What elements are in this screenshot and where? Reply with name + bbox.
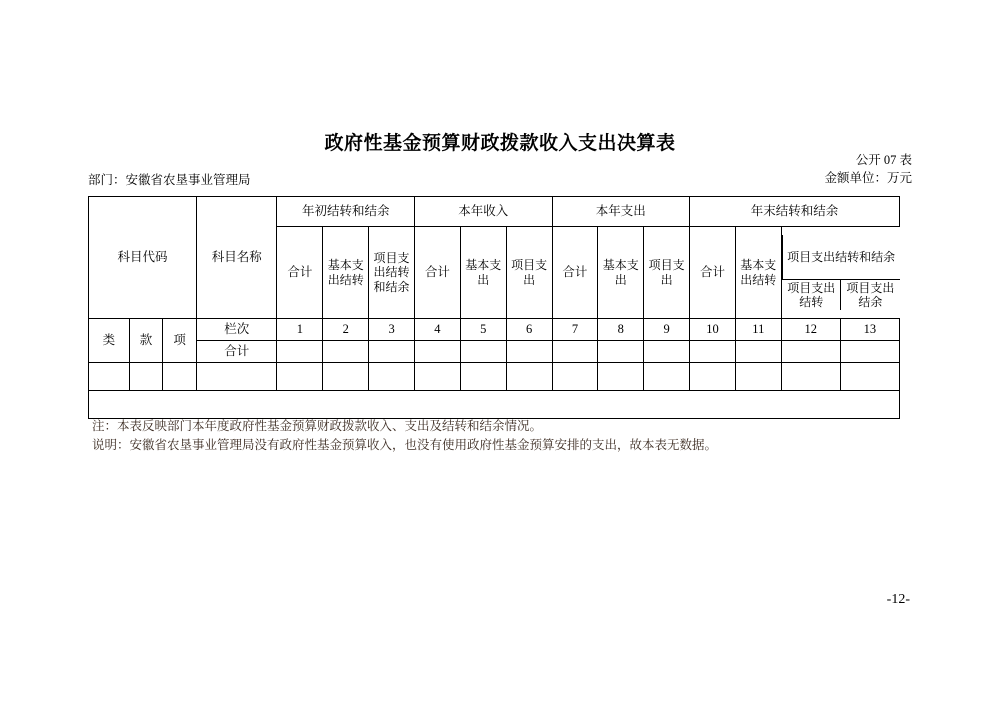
header-year-end: 年末结转和结余 [690,197,900,227]
colnum-1: 1 [277,319,323,341]
total-cell-4 [414,341,460,363]
colnum-5: 5 [460,319,506,341]
total-cell-1 [277,341,323,363]
colnum-12: 12 [781,319,840,341]
blank-cell-15 [735,363,781,391]
colnum-8: 8 [598,319,644,341]
total-cell-9 [644,341,690,363]
colnum-11: 11 [735,319,781,341]
blank-cell-2 [129,363,163,391]
colnum-10: 10 [690,319,736,341]
blank-cell-12 [598,363,644,391]
note-1: 注：本表反映部门本年度政府性基金预算财政拨款收入、支出及结转和结余情况。 [92,419,543,433]
header-year-income: 本年收入 [414,197,552,227]
header-year-expense: 本年支出 [552,197,690,227]
header-end-project-group: 项目支出结转和结余 [782,235,899,279]
blank-cell-7 [369,363,415,391]
colnum-3: 3 [369,319,415,341]
row-label-total: 合计 [196,341,276,363]
header-income-basic: 基本支出 [460,227,506,319]
header-expense-basic: 基本支出 [598,227,644,319]
blank-cell-17 [840,363,899,391]
total-cell-2 [323,341,369,363]
notes-block [92,417,717,456]
note-2: 说明：安徽省农垦事业管理局没有政府性基金预算收入，也没有使用政府性基金预算安排的支出，故本表无数据。 [92,438,718,453]
page-title: 政府性基金预算财政拨款收入支出决算表 [324,133,676,154]
blank-cell-10 [506,363,552,391]
header-name-group: 科目名称 [196,197,276,319]
header-end-total: 合计 [690,227,736,319]
total-cell-10 [690,341,736,363]
colnum-4: 4 [414,319,460,341]
code-col-kuan: 款 [129,319,163,363]
header-income-project: 项目支出 [506,227,552,319]
total-cell-8 [598,341,644,363]
header-expense-total: 合计 [552,227,598,319]
total-cell-3 [369,341,415,363]
header-code-group: 科目代码 [89,197,197,319]
colnum-9: 9 [644,319,690,341]
blank-cell-16 [781,363,840,391]
budget-table [88,196,900,419]
total-cell-5 [460,341,506,363]
header-year-begin: 年初结转和结余 [277,197,415,227]
total-cell-6 [506,341,552,363]
blank-cell-13 [644,363,690,391]
row-label-lanci: 栏次 [196,319,276,341]
page-number: -12- [886,592,910,607]
header-end-project-carry: 项目支出结转 [782,279,841,310]
blank-cell-3 [163,363,197,391]
colnum-13: 13 [840,319,899,341]
header-begin-basic: 基本支出结转 [323,227,369,319]
header-expense-project: 项目支出 [644,227,690,319]
form-number: 公开 07 表 [855,153,912,167]
blank-cell-11 [552,363,598,391]
colnum-2: 2 [323,319,369,341]
department-line: 部门：安徽省农垦事业管理局 [88,173,251,187]
blank-cell-6 [323,363,369,391]
code-col-xiang: 项 [163,319,197,363]
header-income-total: 合计 [414,227,460,319]
blank-cell-5 [277,363,323,391]
blank-cell-9 [460,363,506,391]
header-end-basic: 基本支出结转 [735,227,781,319]
code-col-lei: 类 [89,319,130,363]
blank-cell-4 [196,363,276,391]
table-row [89,363,900,391]
table-row [89,391,900,419]
blank-cell-14 [690,363,736,391]
colnum-7: 7 [552,319,598,341]
amount-unit: 金额单位：万元 [824,171,912,185]
header-end-project-balance: 项目支出结余 [841,279,900,310]
total-cell-7 [552,341,598,363]
header-begin-total: 合计 [277,227,323,319]
colnum-6: 6 [506,319,552,341]
total-cell-12 [781,341,840,363]
total-cell-13 [840,341,899,363]
header-begin-project: 项目支出结转和结余 [369,227,415,319]
blank-row-full [89,391,900,419]
blank-cell-8 [414,363,460,391]
blank-cell-1 [89,363,130,391]
total-cell-11 [735,341,781,363]
